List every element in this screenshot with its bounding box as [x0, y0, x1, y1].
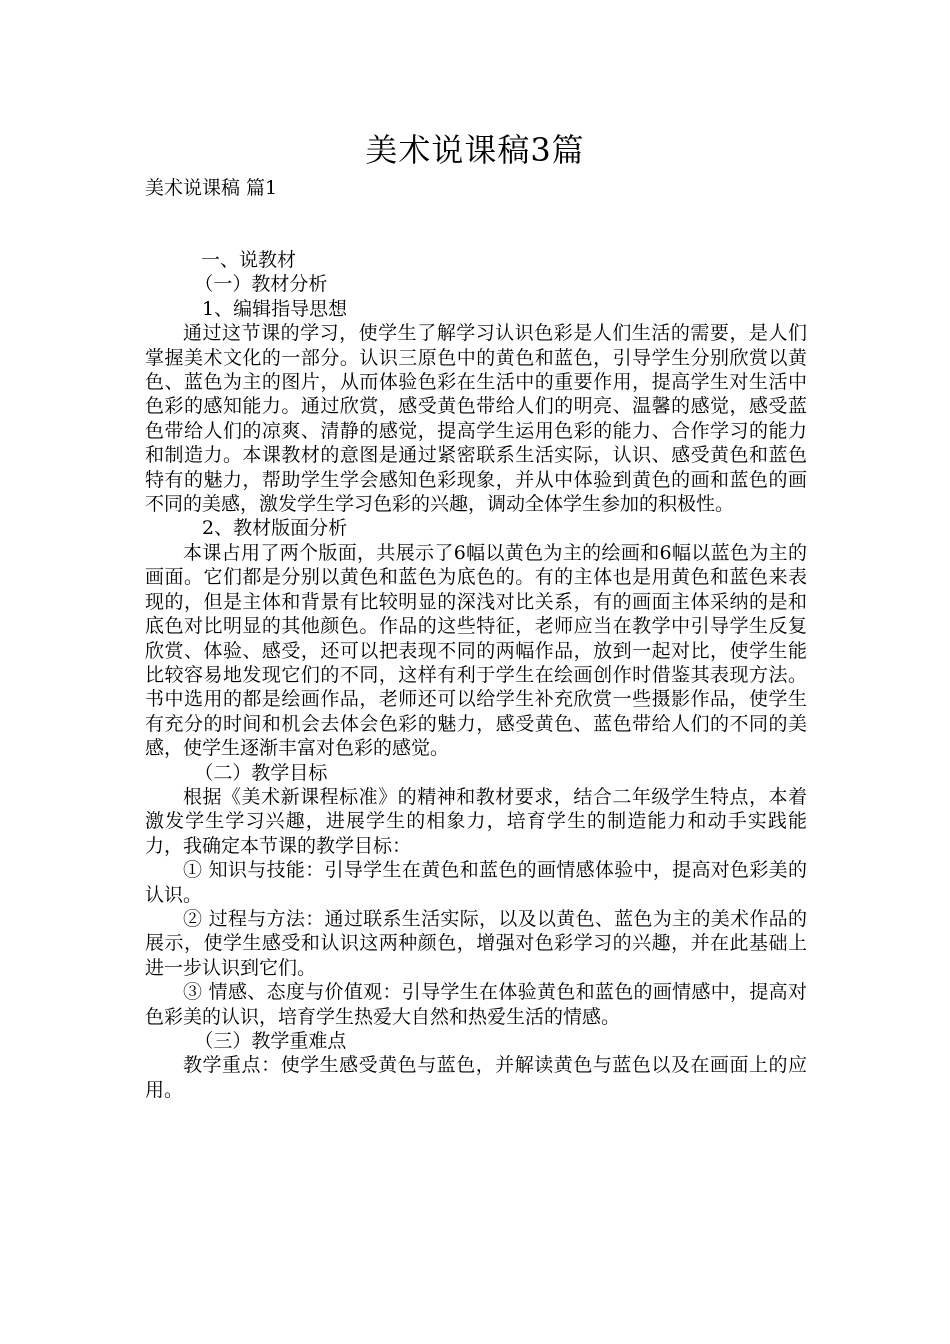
subsection-heading: （一）教材分析 — [194, 273, 328, 296]
objective-paragraph: ② 过程与方法：通过联系生活实际，以及以黄色、蓝色为主的美术作品的展示，使学生感受和认识这两种颜色，增强对色彩学习的兴趣，并在此基础上进一步认识到它们。 — [145, 907, 807, 979]
subsection-heading: （二）教学目标 — [194, 761, 328, 784]
section-heading: 一、说教材 — [201, 249, 297, 271]
body-paragraph: 根据《美术新课程标准》的精神和教材要求，结合二年级学生特点，本着激发学生学习兴趣，进展学生的相象力，培育学生的制造能力和动手实践能力，我确定本节课的教学目标： — [145, 785, 807, 857]
document-title: 美术说课稿3篇 — [365, 131, 585, 169]
item-heading: 2、教材版面分析 — [202, 517, 348, 540]
body-paragraph: 本课占用了两个版面，共展示了6幅以黄色为主的绘画和6幅以蓝色为主的画面。它们都是分别以黄色和蓝色为底色的。有的主体也是用黄色和蓝色来表现的，但是主体和背景有比较明显的深浅对比关系，有的画面主体采纳的是和底色对比明显的其他颜色。作品的这些特征，老师应当在教学中引导学生反复欣赏、体验、感受，还可以把表现不同的两幅作品，放到一起对比，使学生能比较容易地发现它们的不同，这样有利于学生在绘画创作时借鉴其表现方法。书中选用的都是绘画作品，老师还可以给学生补充欣赏一些摄影作品，使学生有充分的时间和机会去体会色彩的魅力，感受黄色、蓝色带给人们的不同的美感，使学生逐渐丰富对色彩的感觉。 — [145, 541, 807, 760]
document-body — [145, 248, 807, 1102]
item-heading: 1、编辑指导思想 — [202, 297, 348, 320]
objective-paragraph: ③ 情感、态度与价值观：引导学生在体验黄色和蓝色的画情感中，提高对色彩美的认识，培育学生热爱大自然和热爱生活的情感。 — [145, 981, 807, 1028]
objective-paragraph: ① 知识与技能：引导学生在黄色和蓝色的画情感体验中，提高对色彩美的认识。 — [145, 859, 807, 906]
subsection-heading: （三）教学重难点 — [194, 1030, 347, 1052]
body-paragraph: 教学重点：使学生感受黄色与蓝色，并解读黄色与蓝色以及在画面上的应用。 — [145, 1054, 807, 1101]
document-subtitle: 美术说课稿 篇1 — [145, 177, 278, 199]
body-paragraph: 通过这节课的学习，使学生了解学习认识色彩是人们生活的需要，是人们掌握美术文化的一部分。认识三原色中的黄色和蓝色，引导学生分别欣赏以黄色、蓝色为主的图片，从而体验色彩在生活中的重要作用，提高学生对生活中色彩的感知能力。通过欣赏，感受黄色带给人们的明亮、温馨的感觉，感受蓝色带给人们的凉爽、清静的感觉，提高学生运用色彩的能力、合作学习的能力和制造力。本课教材的意图是通过紧密联系生活实际，认识、感受黄色和蓝色特有的魅力，帮助学生学会感知色彩现象，并从中体验到黄色的画和蓝色的画不同的美感，激发学生学习色彩的兴趣，调动全体学生参加的积极性。 — [145, 322, 807, 516]
